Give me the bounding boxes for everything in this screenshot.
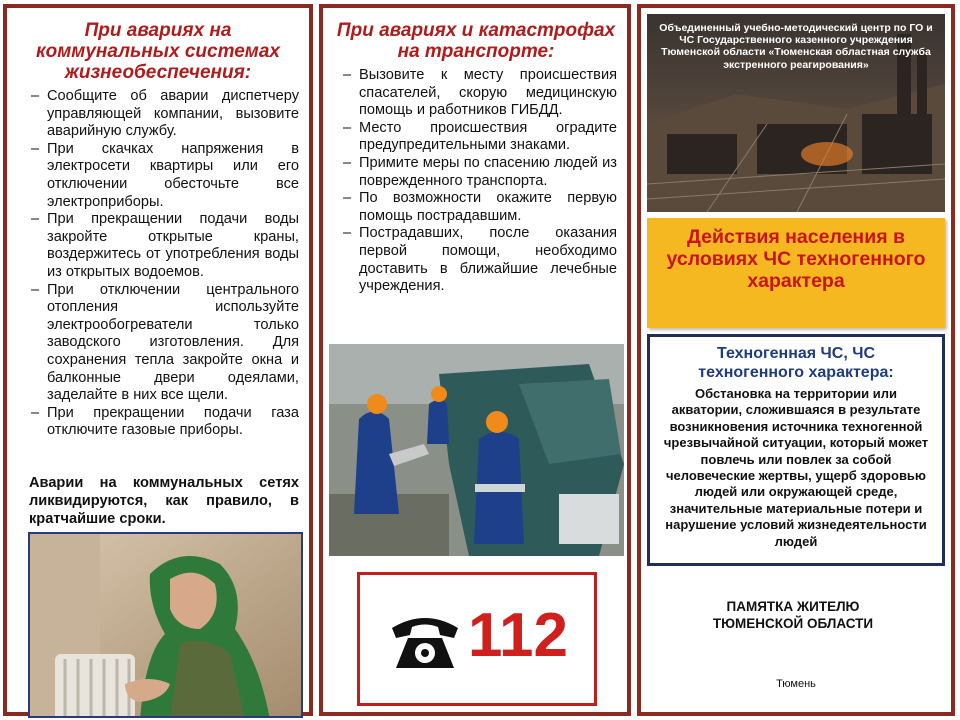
elderly-woman-heater-illustration (30, 534, 303, 718)
emergency-call-box (357, 572, 597, 706)
utility-accidents-list (29, 88, 299, 440)
emergency-number: 112 (468, 601, 569, 670)
transport-accidents-list (341, 67, 617, 296)
telephone-icon (388, 608, 462, 672)
panel-transport-accidents (319, 4, 631, 716)
definition-box (647, 334, 945, 566)
transport-accidents-title: При авариях и катастрофах на транспорте: (336, 20, 616, 62)
memo-title: ПАМЯТКА ЖИТЕЛЮ ТЮМЕНСКОЙ ОБЛАСТИ (712, 599, 874, 631)
list-item: – Примите меры по спасению людей из поврежденного транспорта. (341, 155, 617, 190)
list-item: – Вызовите к месту происшествия спасателей, скорую медицинскую помощь и работников ГИБДД. (341, 67, 617, 120)
definition-title: Техногенная ЧС, ЧС техногенного характера: (698, 345, 894, 381)
utility-accidents-note: Аварии на коммунальных сетях ликвидируются, как правило, в кратчайшие сроки. (29, 475, 299, 527)
list-item: – По возможности окажите первую помощь пострадавшим. (341, 190, 617, 225)
main-title: Действия населения в условиях ЧС техногенного характера (666, 226, 926, 292)
list-item: – Место происшествия оградите предупредительными знаками. (341, 120, 617, 155)
rescuers-truck-photo (329, 344, 624, 556)
industrial-fire-photo (647, 14, 945, 212)
rescuers-truck-illustration (329, 344, 624, 556)
org-header: Объединенный учебно-методический центр по ГО и ЧС Государственного казенного учреждения Тюменской области «Тюменская областная служба экстренного реагирования» (659, 22, 933, 71)
list-item: – При скачках напряжения в электросети квартиры или его отключении обесточьте все электроприборы. (29, 141, 299, 211)
list-item: – Пострадавших, после оказания первой помощи, необходимо доставить в ближайшие лечебные учреждения. (341, 225, 617, 295)
definition-text: Обстановка на территории или акватории, сложившаяся в результате возникновения источника техногенной чрезвычайной ситуации, который может повлечь или повлек за собой человеческие жертвы, ущерб здоровью людей или окружающей среде, значительные материальные потери и нарушение условий жизнедеятельности людей (663, 386, 929, 549)
list-item: – При прекращении подачи воды закройте открытые краны, воздержитесь от употребления воды из открытых водоемов. (29, 211, 299, 281)
panel-utility-accidents (3, 4, 313, 716)
city-label: Тюмень (776, 678, 816, 690)
list-item: – При отключении центрального отопления используйте электрообогреватели только заводского изготовления. Для сохранения тепла закройте окна и балконные двери одеялами, заделайте в них все щели. (29, 282, 299, 405)
main-title-banner (647, 218, 945, 328)
list-item: – Сообщите об аварии диспетчеру управляющей компании, вызовите аварийную службу. (29, 88, 299, 141)
utility-accidents-title: При авариях на коммунальных системах жизнеобеспечения: (36, 20, 280, 83)
panel-cover (637, 4, 955, 716)
list-item: – При прекращении подачи газа отключите газовые приборы. (29, 405, 299, 440)
elderly-woman-heater-photo (28, 532, 303, 718)
